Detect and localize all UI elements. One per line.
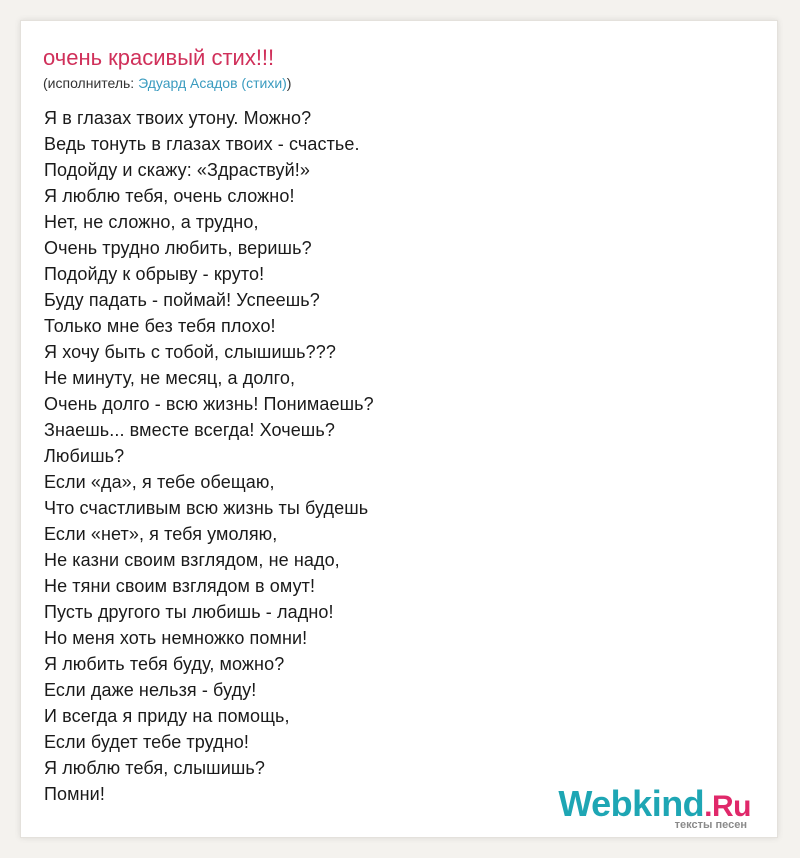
lyric-line: Я хочу быть с тобой, слышишь??? — [44, 342, 336, 362]
lyric-line: Не казни своим взглядом, не надо, — [44, 550, 340, 570]
logo-wordmark — [558, 783, 751, 824]
lyric-line: Но меня хоть немножко помни! — [44, 628, 308, 648]
lyric-line: Не минуту, не месяц, а долго, — [44, 368, 296, 388]
lyric-line: Нет, не сложно, а трудно, — [44, 212, 259, 232]
logo-tld: .Ru — [704, 790, 751, 823]
song-title: очень красивый стих!!! — [43, 45, 275, 70]
logo-word: Webkind — [558, 783, 705, 824]
lyric-line: Я любить тебя буду, можно? — [44, 654, 285, 674]
lyric-line: Подойду к обрыву - круто! — [44, 264, 265, 284]
lyric-line: Если даже нельзя - буду! — [44, 680, 257, 700]
lyric-line: Очень долго - всю жизнь! Понимаешь? — [44, 394, 374, 414]
lyric-line: Буду падать - поймай! Успеешь? — [44, 290, 320, 310]
lyric-line: Не тяни своим взглядом в омут! — [44, 576, 316, 596]
lyric-line: Знаешь... вместе всегда! Хочешь? — [44, 420, 335, 440]
lyric-line: Подойду и скажу: «Здраствуй!» — [44, 160, 310, 180]
artist-prefix: (исполнитель: — [43, 75, 139, 91]
artist-link[interactable]: Эдуард Асадов (стихи) — [138, 75, 287, 91]
logo-tagline: тексты песен — [674, 819, 747, 831]
lyrics-card — [20, 20, 778, 838]
lyric-line: Я люблю тебя, слышишь? — [44, 758, 265, 778]
lyric-line: Если «да», я тебе обещаю, — [44, 472, 275, 492]
lyric-line: Пусть другого ты любишь - ладно! — [44, 602, 334, 622]
lyric-line: И всегда я приду на помощь, — [44, 706, 290, 726]
lyric-line: Я люблю тебя, очень сложно! — [44, 186, 295, 206]
lyric-line: Только мне без тебя плохо! — [44, 316, 276, 336]
artist-line — [43, 74, 291, 92]
lyrics-list — [44, 105, 374, 807]
lyric-line: Очень трудно любить, веришь? — [44, 238, 312, 258]
lyric-line: Помни! — [44, 784, 105, 804]
lyric-line: Я в глазах твоих утону. Можно? — [44, 108, 312, 128]
lyric-line: Если «нет», я тебя умоляю, — [44, 524, 278, 544]
lyric-line: Ведь тонуть в глазах твоих - счастье. — [44, 134, 360, 154]
site-logo[interactable] — [558, 783, 751, 831]
lyric-line: Если будет тебе трудно! — [44, 732, 250, 752]
lyric-line: Любишь? — [44, 446, 125, 466]
lyric-line: Что счастливым всю жизнь ты будешь — [44, 498, 369, 518]
artist-suffix: ) — [286, 75, 292, 91]
